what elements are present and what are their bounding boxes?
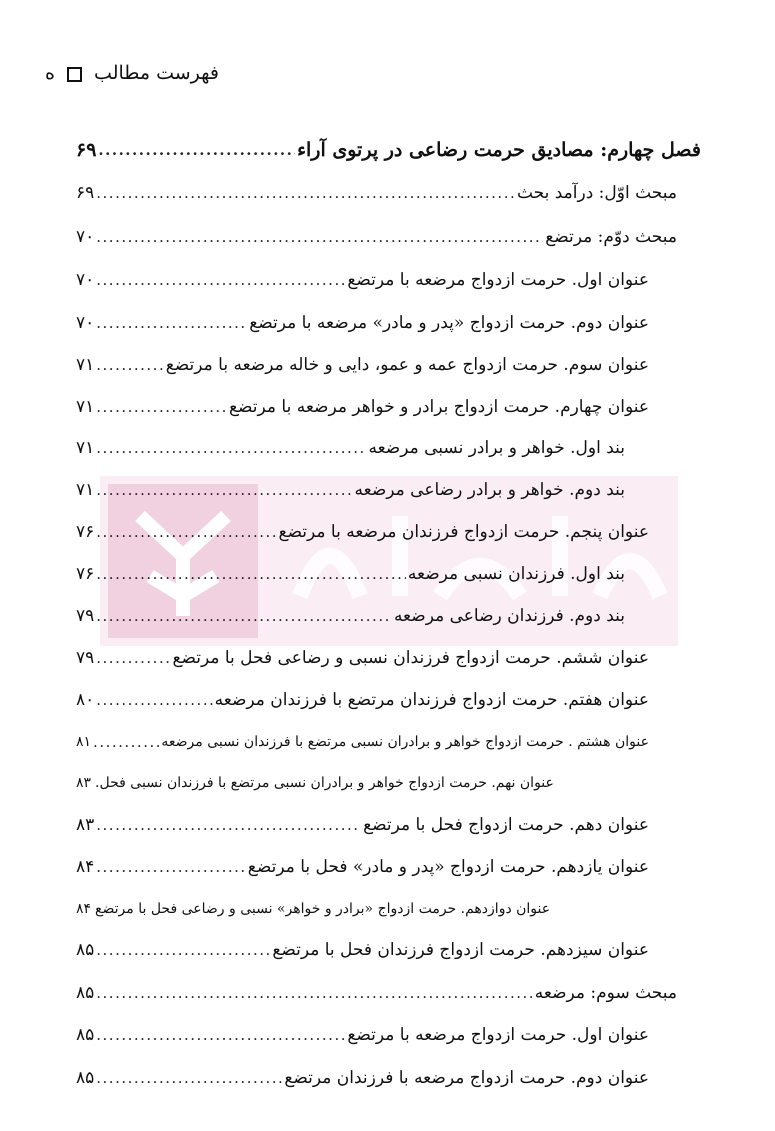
toc-entry[interactable] [76, 512, 649, 552]
toc-entry[interactable] [76, 217, 677, 257]
toc-page-number: ۷۶ [76, 564, 95, 584]
toc-page-number: ۷۰ [76, 270, 95, 290]
toc-page-number: ۸۴ [76, 857, 95, 877]
toc-title: مبحث اوّل: درآمد بحث [516, 183, 677, 203]
toc-page-number: ۷۱ [76, 438, 95, 458]
toc-entry[interactable] [76, 680, 649, 720]
page-header [45, 62, 219, 84]
toc-leader-dots [96, 1069, 282, 1087]
toc-title: عنوان چهارم. حرمت ازدواج برادر و خواهر مرضعه با مرتضع [229, 397, 649, 417]
toc-page-number: ۷۱ [76, 355, 95, 375]
toc-leader-dots [96, 607, 392, 625]
toc-leader-dots [96, 565, 406, 583]
toc-title: عنوان پنجم. حرمت ازدواج فرزندان مرضعه با مرتضع [278, 522, 649, 542]
toc-entry[interactable] [76, 1058, 649, 1098]
toc-entry[interactable] [76, 973, 677, 1013]
toc-title: عنوان ششم. حرمت ازدواج فرزندان نسبی و رضاعی فحل با مرتضع [172, 648, 649, 668]
toc-title: عنوان دوازدهم. حرمت ازدواج «برادر و خواهر» نسبی و رضاعی فحل با مرتضع [95, 901, 551, 917]
toc-entry[interactable] [76, 638, 649, 678]
toc-leader-dots [96, 816, 361, 834]
toc-page-number: ۸۳ [76, 815, 95, 835]
toc-page-number: ۷۱ [76, 397, 95, 417]
toc-leader-dots [96, 858, 246, 876]
toc-entry[interactable] [76, 173, 677, 213]
header-title: فهرست مطالب [94, 62, 219, 84]
toc-entry[interactable] [76, 763, 649, 803]
toc-page-number: ۷۱ [76, 480, 95, 500]
toc-title: عنوان هفتم. حرمت ازدواج فرزندان مرتضع با فرزندان مرضعه [214, 690, 649, 710]
header-page-number: ه [44, 62, 55, 84]
toc-entry[interactable] [76, 722, 649, 762]
toc-leader-dots [96, 984, 533, 1002]
toc-entry[interactable] [76, 428, 625, 468]
toc-leader-dots [96, 184, 515, 202]
toc-title: عنوان اول. حرمت ازدواج مرضعه با مرتضع [347, 1025, 649, 1045]
toc-page-number: ۸۱ [76, 734, 92, 750]
toc-page-number: ۸۵ [76, 983, 95, 1003]
toc-entry[interactable] [76, 805, 649, 845]
toc-title: عنوان نهم. حرمت ازدواج خواهر و برادران نسبی مرتضع با فرزندان نسبی فحل. [95, 775, 554, 791]
toc-title: بند اول. فرزندان نسبی مرضعه [407, 564, 625, 584]
toc-page-number: ۷۹ [76, 648, 95, 668]
toc-entry-chapter[interactable] [76, 130, 701, 170]
toc-entry[interactable] [76, 345, 649, 385]
toc-title: عنوان اول. حرمت ازدواج مرضعه با مرتضع [347, 270, 649, 290]
toc-title: بند دوم. فرزندان رضاعی مرضعه [393, 606, 625, 626]
toc-page-number: ۷۰ [76, 313, 95, 333]
toc-title: عنوان دهم. حرمت ازدواج فحل با مرتضع [363, 815, 649, 835]
toc-entry[interactable] [76, 470, 625, 510]
toc-title: عنوان سوم. حرمت ازدواج عمه و عمو، دایی و خاله مرضعه با مرتضع [165, 355, 649, 375]
toc-entry[interactable] [76, 889, 649, 929]
toc-page-number: ۶۹ [76, 139, 97, 161]
toc-page-number: ۸۴ [76, 901, 92, 917]
toc-entry[interactable] [76, 596, 625, 636]
toc-page-number: ۸۵ [76, 1025, 95, 1045]
toc-page-number: ۸۵ [76, 940, 95, 960]
toc-entry[interactable] [76, 554, 625, 594]
toc-page-number: ۸۳ [76, 775, 92, 791]
toc-leader-dots [96, 481, 352, 499]
toc-entry[interactable] [76, 303, 649, 343]
toc-leader-dots [96, 314, 247, 332]
toc-title: مبحث سوم: مرضعه [534, 983, 677, 1003]
toc-leader-dots [93, 733, 159, 751]
toc-leader-dots [96, 356, 163, 374]
toc-title: بند دوم. خواهر و برادر رضاعی مرضعه [354, 480, 625, 500]
toc-leader-dots [96, 1026, 345, 1044]
toc-leader-dots [96, 691, 212, 709]
toc-title: عنوان هشتم . حرمت ازدواج خواهر و برادران نسبی مرتضع با فرزندان نسبی مرضعه [161, 734, 649, 750]
toc-title: فصل چهارم: مصادیق حرمت رضاعی در پرتوی آراء [297, 139, 701, 161]
toc-leader-dots [96, 649, 170, 667]
toc-leader-dots [96, 398, 227, 416]
toc-title: بند اول. خواهر و برادر نسبی مرضعه [368, 438, 625, 458]
square-icon [67, 67, 82, 82]
toc-page-number: ۷۶ [76, 522, 95, 542]
toc-title: عنوان دوم. حرمت ازدواج مرضعه با فرزندان مرتضع [284, 1068, 649, 1088]
toc-entry[interactable] [76, 930, 649, 970]
toc-entry[interactable] [76, 387, 649, 427]
toc-leader-dots [96, 228, 543, 246]
toc-title: مبحث دوّم: مرتضع [545, 227, 677, 247]
toc-title: عنوان سیزدهم. حرمت ازدواج فرزندان فحل با مرتضع [272, 940, 649, 960]
toc-leader-dots [96, 523, 276, 541]
toc-title: عنوان دوم. حرمت ازدواج «پدر و مادر» مرضعه با مرتضع [249, 313, 649, 333]
toc-entry[interactable] [76, 260, 649, 300]
toc-leader-dots [96, 941, 270, 959]
toc-page-number: ۷۰ [76, 227, 95, 247]
toc-page-number: ۷۹ [76, 606, 95, 626]
toc-page-number: ۸۰ [76, 690, 95, 710]
toc-title: عنوان یازدهم. حرمت ازدواج «پدر و مادر» فحل با مرتضع [247, 857, 649, 877]
toc-leader-dots [96, 271, 345, 289]
toc-page-number: ۶۹ [76, 183, 95, 203]
toc-entry[interactable] [76, 1015, 649, 1055]
toc-entry[interactable] [76, 847, 649, 887]
toc-page-number: ۸۵ [76, 1068, 95, 1088]
toc-leader-dots [98, 141, 295, 159]
toc-leader-dots [96, 439, 366, 457]
